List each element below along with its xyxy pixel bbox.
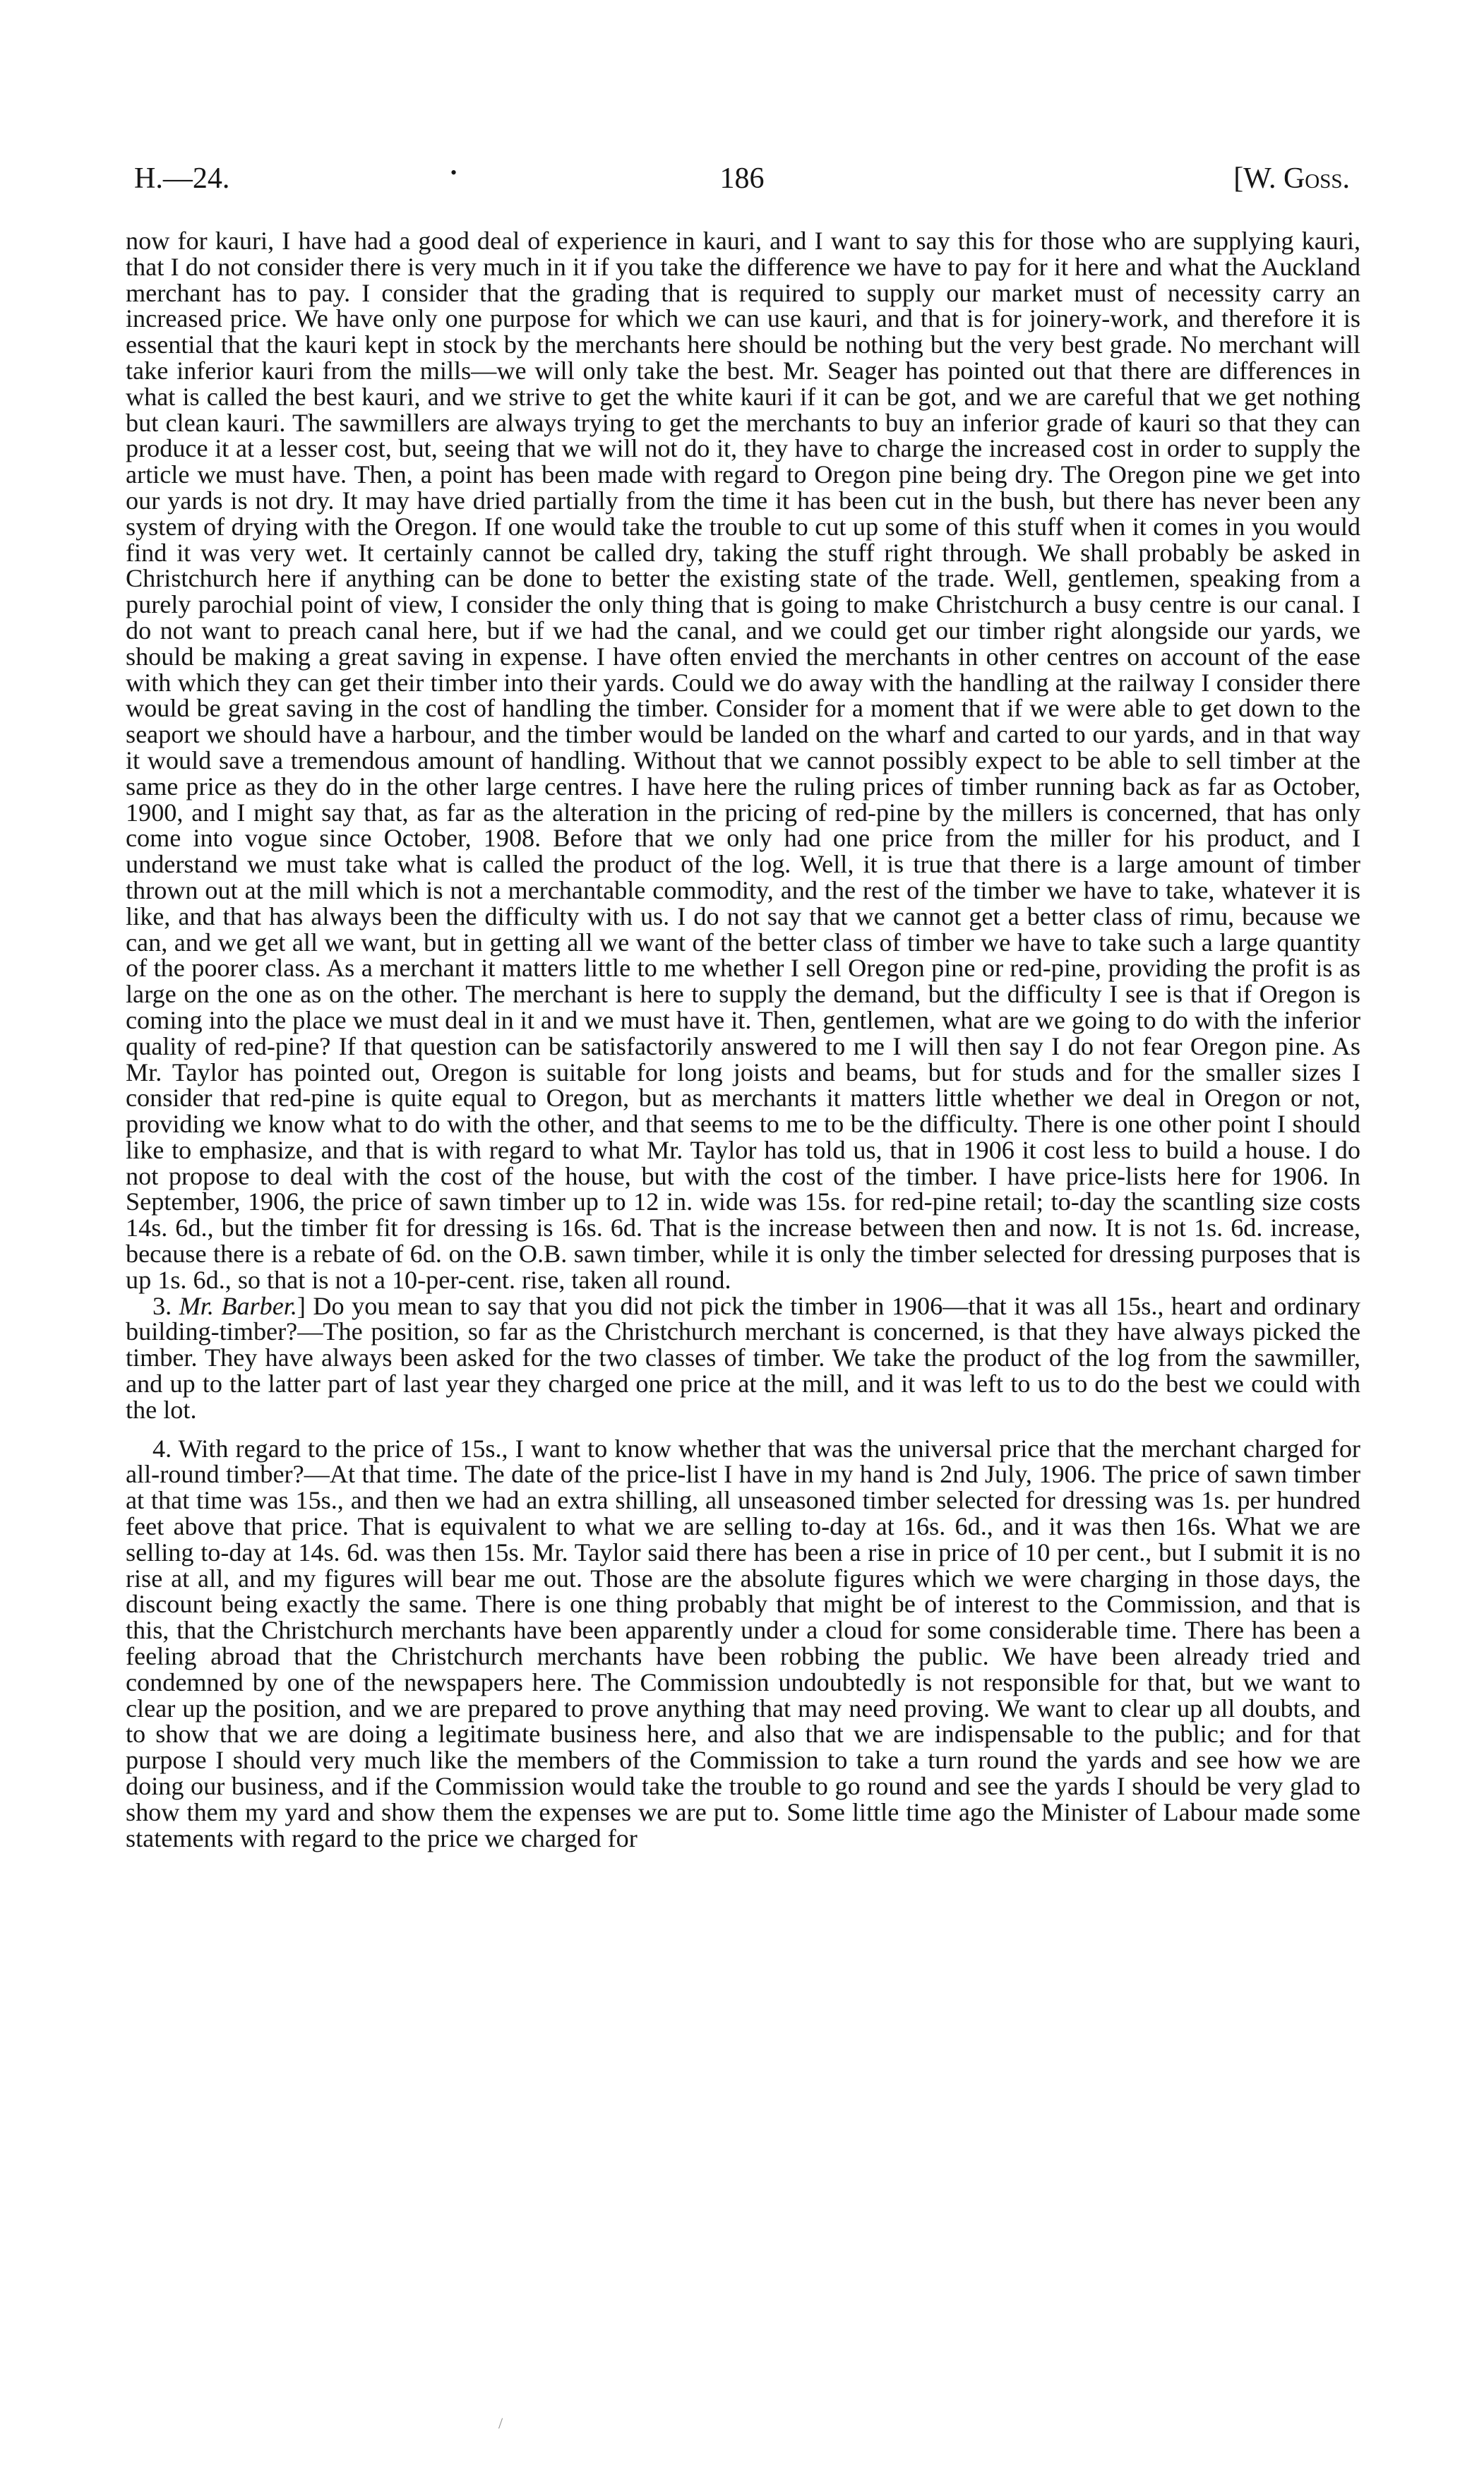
witness-name: [W. Goss. — [1233, 162, 1350, 195]
report-code: H.—24. — [134, 162, 230, 195]
header-dot: • — [450, 162, 457, 183]
speaker-name: Mr. Barber. — [179, 1291, 297, 1320]
paragraph-2-text: ] Do you mean to say that you did not pick the timber in 1906—that it was all 15s., heart and ordinary building-timber?—The position, so far as the Christchurch merchant is concerned, is that they have always picked the timber. They have always been asked for the two classes of timber. We take the product of the log from the sawmiller, and up to the latter part of last year they charged one price at the mill, and it was left to us to do the best we could with the lot. — [126, 1291, 1360, 1424]
footer-mark: / — [498, 2414, 503, 2432]
question-number: 3. — [152, 1291, 179, 1320]
paragraph-1 — [126, 228, 1360, 1293]
paragraph-1-text: now for kauri, I have had a good deal of experience in kauri, and I want to say this for those who are supplying kauri, that I do not consider there is very much in it if you take the difference we have to pay for it here and what the Auckland merchant has to pay. I consider that the grading that is required to supply our market must of necessity carry an increased price. We have only one purpose for which we can use kauri, and that is for joinery-work, and therefore it is essential that the kauri kept in stock by the merchants here should be nothing but the very best grade. No merchant will take inferior kauri from the mills—we will only take the best. Mr. Seager has pointed out that there are differences in what is called the best kauri, and we strive to get the white kauri if it can be got, and we are careful that we get nothing but clean kauri. The sawmillers are always trying to get the merchants to buy an inferior grade of kauri so that they can produce it at a lesser cost, but, seeing that we will not do it, they have to charge the increased cost in order to supply the article we must have. Then, a point has been made with regard to Oregon pine being dry. The Oregon pine we get into our yards is not dry. It may have dried partially from the time it has been cut in the bush, but there has never been any system of drying with the Oregon. If one would take the trouble to cut up some of this stuff when it comes in you would find it was very wet. It certainly cannot be called dry, taking the stuff right through. We shall probably be asked in Christchurch here if anything can be done to better the existing state of the trade. Well, gentlemen, speaking from a purely parochial point of view, I consider the only thing that is going to make Christchurch a busy centre is our canal. I do not want to preach canal here, but if we had the canal, and we could get our timber right alongside our yards, we should be making a great saving in expense. I have often envied the merchants in other centres on account of the ease with which they can get their timber into their yards. Could we do away with the handling at the railway I consider there would be great saving in the cost of handling the timber. Consider for a moment that if we were able to get down to the seaport we should have a harbour, and the timber would be landed on the wharf and carted to our yards, and in that way it would save a tremendous amount of handling. Without that we cannot possibly expect to be able to sell timber at the same price as they do in the other large centres. I have here the ruling prices of timber running back as far as October, 1900, and I might say that, as far as the alteration in the pricing of red-pine by the millers is concerned, that has only come into vogue since October, 1908. Before that we only had one price from the miller for his product, and I understand we must take what is called the product of the log. Well, it is true that there is a large amount of timber thrown out at the mill which is not a merchantable commodity, and the rest of the timber we have to take, whatever it is like, and that has always been the difficulty with us. I do not say that we cannot get a better class of rimu, because we can, and we get all we want, but in getting all we want of the better class of timber we have to take such a large quantity of the poorer class. As a merchant it matters little to me whether I sell Oregon pine or red-pine, providing the profit is as large on the one as on the other. The merchant is here to supply the demand, but the difficulty I see is that if Oregon is coming into the place we must deal in it and we must have it. Then, gentlemen, what are we going to do with the inferior quality of red-pine? If that question can be satisfactorily answered to me I will then say I do not fear Oregon pine. As Mr. Taylor has pointed out, Oregon is suitable for long joists and beams, but for studs and for the smaller sizes I consider that red-pine is quite equal to Oregon, but as merchants it matters little whether we deal in Oregon or not, providing we know what to do with the other, and that seems to me to be the difficulty. There is one other point I should like to emphasize, and that is with regard to what Mr. Taylor has told us, that in 1906 it cost less to build a house. I do not propose to deal with the cost of the house, but with the cost of the timber. I have price-lists here for 1906. In September, 1906, the price of sawn timber up to 12 in. wide was 15s. for red-pine retail; to-day the scantling size costs 14s. 6d., but the timber fit for dressing is 16s. 6d. That is the increase between then and now. It is not 1s. 6d. increase, because there is a rebate of 6d. on the O.B. sawn timber, while it is only the timber selected for dressing purposes that is up 1s. 6d., so that is not a 10-per-cent. rise, taken all round. — [126, 227, 1360, 1294]
page-header — [134, 154, 1350, 203]
paragraph-2 — [126, 1293, 1360, 1423]
paragraph-3 — [126, 1436, 1360, 1852]
page-number: 186 — [719, 162, 765, 195]
body-text — [126, 228, 1360, 1851]
paragraph-3-text: 4. With regard to the price of 15s., I want to know whether that was the universal price that the merchant charged for all-round timber?—At that time. The date of the price-list I have in my hand is 2nd July, 1906. The price of sawn timber at that time was 15s., and then we had an extra shilling, all unseasoned timber selected for dressing was 1s. per hundred feet above that price. That is equivalent to what we are selling to-day at 16s. 6d., and it was then 16s. What we are selling to-day at 14s. 6d. was then 15s. Mr. Taylor said there has been a rise in price of 10 per cent., but I submit it is no rise at all, and my figures will bear me out. Those are the absolute figures which we were charging in those days, the discount being exactly the same. There is one thing probably that might be of interest to the Commission, and that is this, that the Christchurch merchants have been apparently under a cloud for some considerable time. There has been a feeling abroad that the Christchurch merchants have been robbing the public. We have been already tried and condemned by one of the newspapers here. The Commission undoubtedly is not responsible for that, but we want to clear up the position, and we are prepared to prove anything that may need proving. We want to clear up all doubts, and to show that we are doing a legitimate business here, and also that we are indispensable to the public; and for that purpose I should very much like the members of the Commission to take a turn round the yards and see how we are doing our business, and if the Commission would take the trouble to go round and see the yards I should be very glad to show them my yard and show them the expenses we are put to. Some little time ago the Minister of Labour made some statements with regard to the price we charged for — [126, 1434, 1360, 1852]
